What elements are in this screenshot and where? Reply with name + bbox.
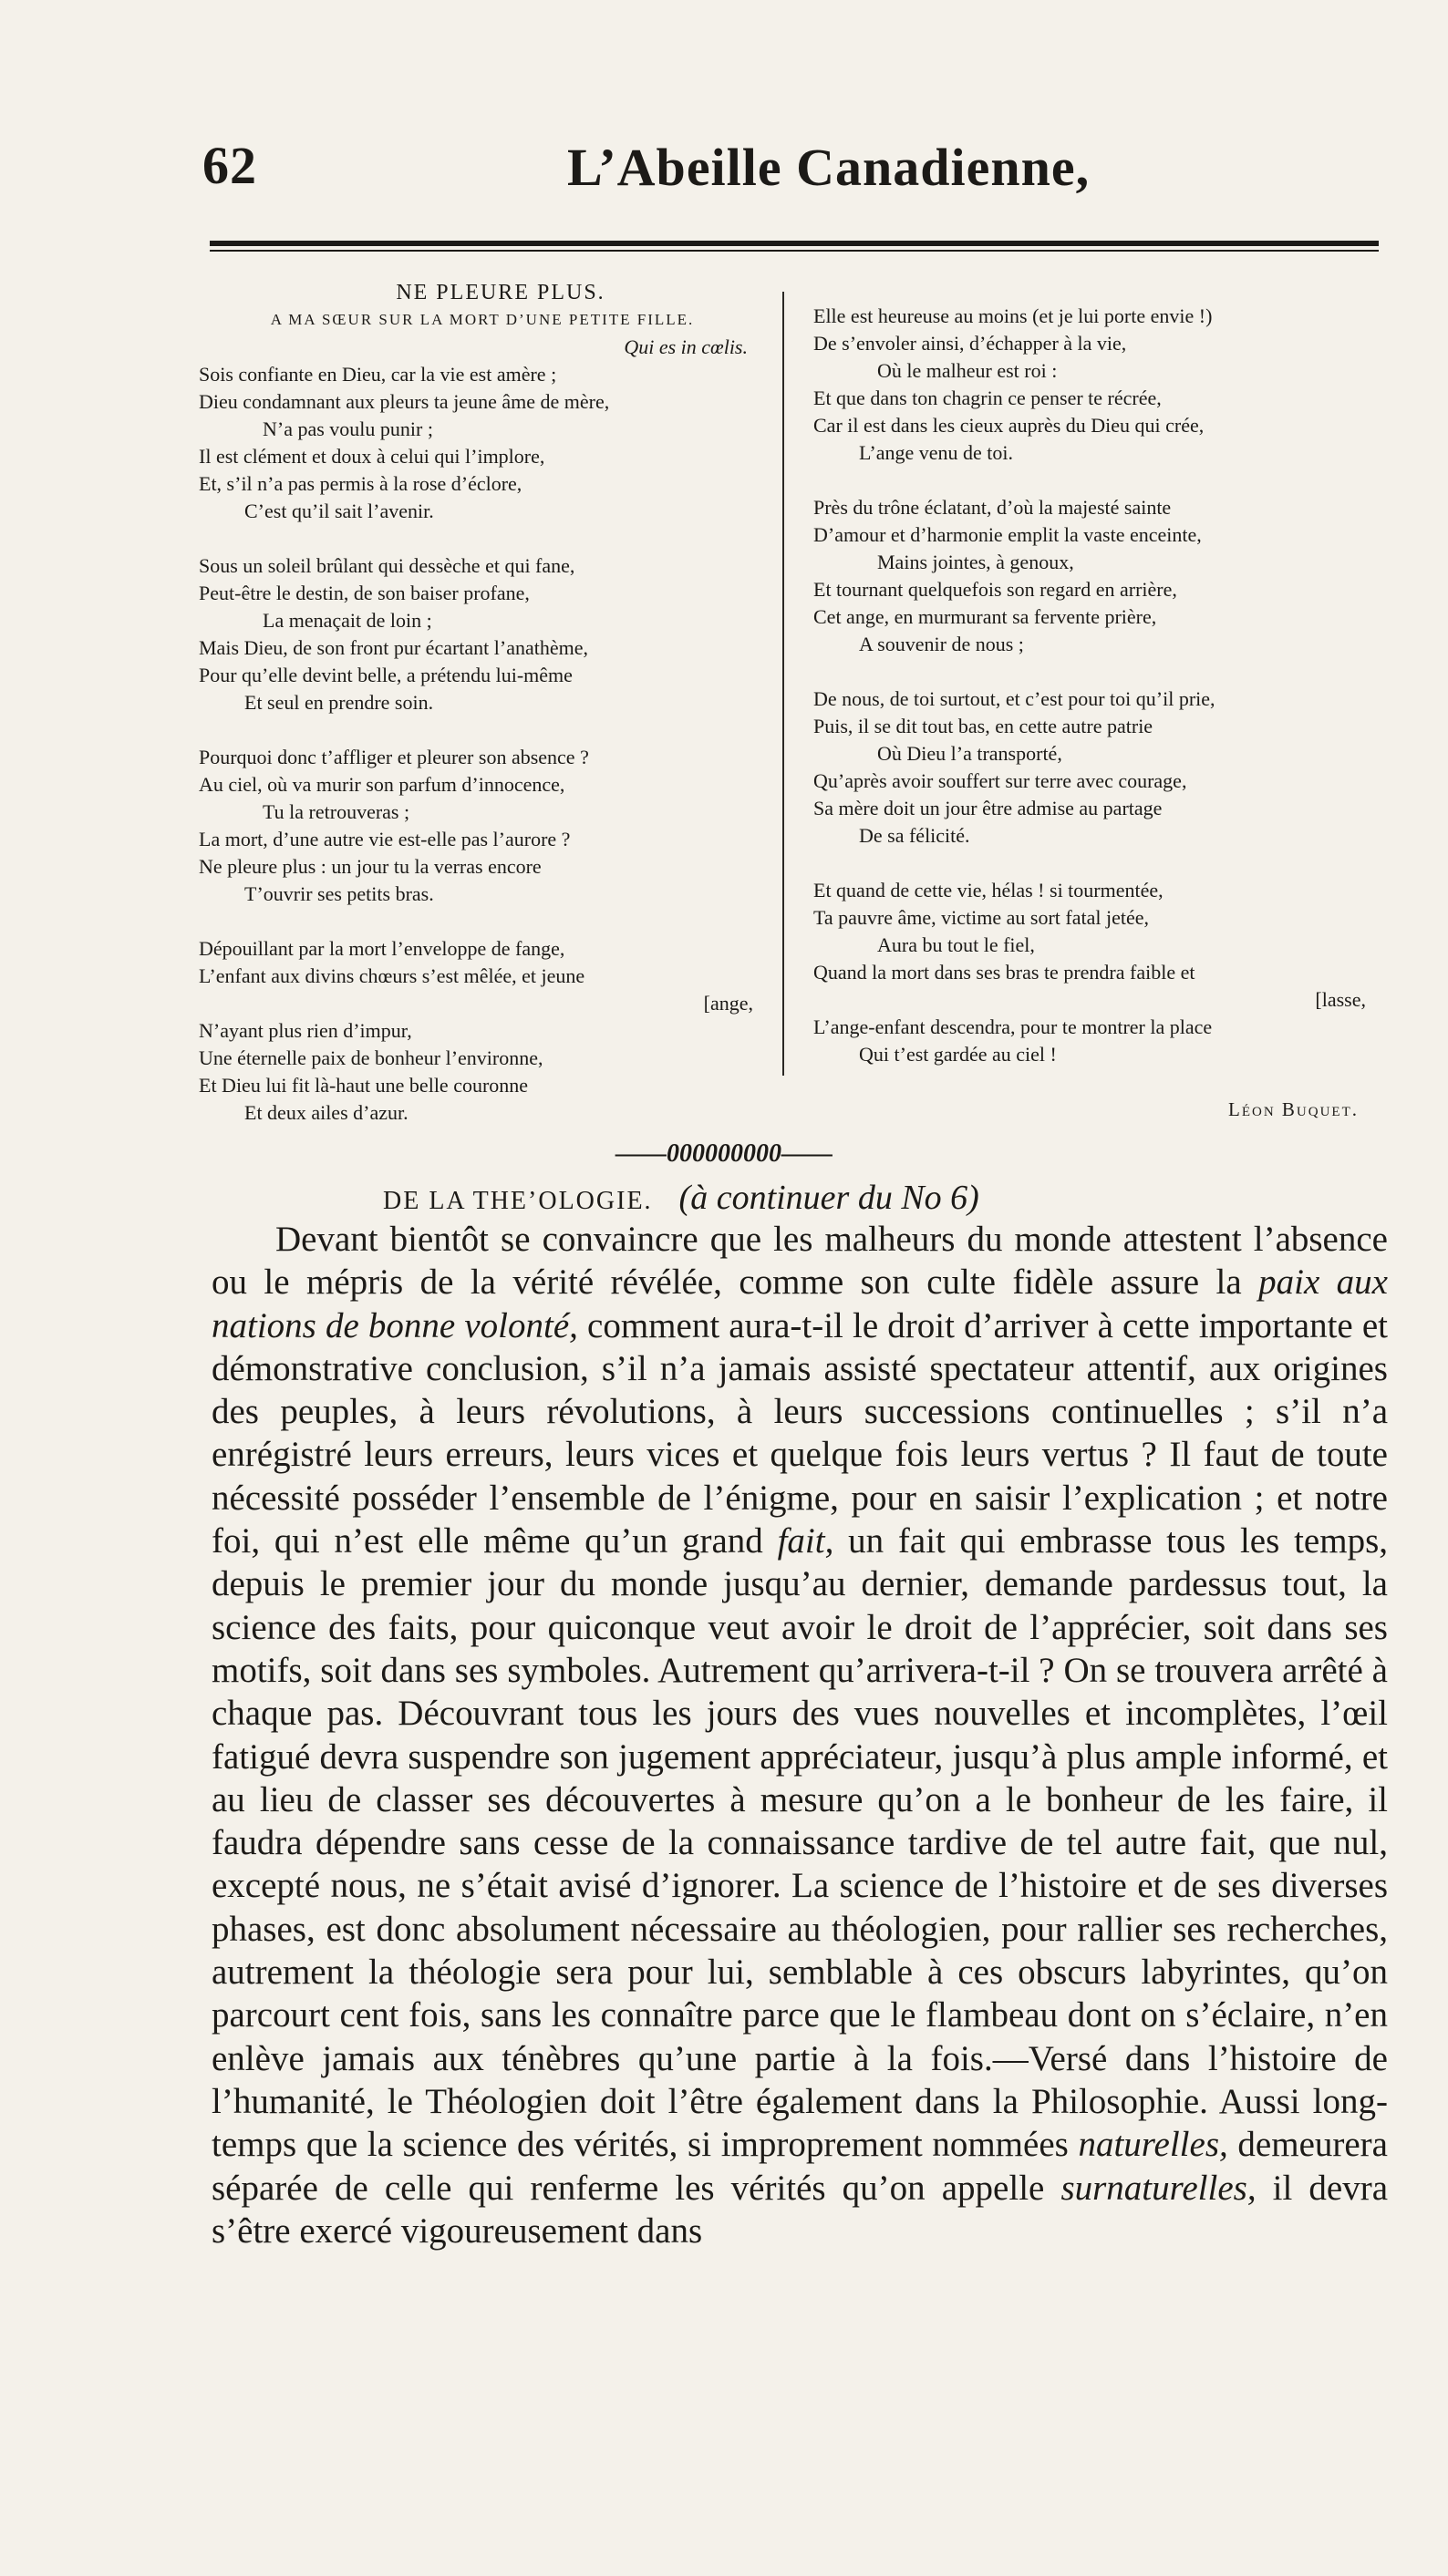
journal-title: L’Abeille Canadienne, [567,138,1091,197]
poem-line: L’enfant aux divins chœurs s’est mêlée, et jeune [199,964,585,987]
poem-line: Et tournant quelquefois son regard en arrière, [813,578,1177,601]
poem-line: Et Dieu lui fit là-haut une belle couronne [199,1074,529,1097]
poem-line: Tu la retrouveras ; [263,800,410,823]
section-continuation: (à continuer du No 6) [678,1179,979,1217]
prose-emphasis: surnaturelles, [1060,2168,1257,2208]
poem-dedication: A MA SŒUR SUR LA MORT D’UNE PETITE FILLE. [270,311,695,328]
poem-line: Et seul en prendre soin. [244,691,434,714]
poem-line: Pourquoi donc t’affliger et pleurer son absence ? [199,746,589,768]
poem-signature: Léon Buquet. [1228,1098,1359,1120]
poem-line: Qui t’est gardée au ciel ! [859,1043,1057,1066]
poem-stanza [199,361,766,525]
poem-stanza [813,877,1379,1068]
poem-left-column [199,279,766,1154]
poem-line: Pour qu’elle devint belle, a prétendu lui-même [199,664,573,686]
poem-line: Sois confiante en Dieu, car la vie est amère ; [199,363,557,386]
prose-emphasis: fait, [777,1521,834,1561]
poem-line: Qu’après avoir souffert sur terre avec courage, [813,769,1187,792]
poem-line: N’a pas voulu punir ; [263,417,433,440]
poem-stanza [199,552,766,716]
poem-right-column [813,303,1379,1123]
poem-line: Au ciel, où va murir son parfum d’innocence, [199,773,565,796]
poem-line: Près du trône éclatant, d’où la majesté sainte [813,496,1172,519]
poem-line: Où Dieu l’a transporté, [877,742,1062,765]
article-body [212,1218,1388,2252]
poem-line: Et quand de cette vie, hélas ! si tourmentée, [813,879,1164,902]
poem-line: La mort, d’une autre vie est-elle pas l’aurore ? [199,828,571,850]
poem-line: Et, s’il n’a pas permis à la rose d’éclore, [199,472,522,495]
poem-line: Cet ange, en murmurant sa fervente prière, [813,605,1157,628]
poem-line: Il est clément et doux à celui qui l’implore, [199,445,545,468]
poem-line: Une éternelle paix de bonheur l’environne, [199,1046,543,1069]
poem-line: Et que dans ton chagrin ce penser te récrée, [813,386,1162,409]
poem-line: Sous un soleil brûlant qui dessèche et qui fane, [199,554,575,577]
poem-stanza [199,744,766,908]
prose-segment: un fait qui embrasse tous les temps, depuis le premier jour du monde jusqu’au dernier, demande pardessus tout, la science des faits, pour quiconque veut avoir le droit de l’apprécier, soit dans ses motifs, soit dans ses symboles. Autrement qu’arrivera-t-il ? On se trouvera arrêté à chaque pas. Découvrant tous les jours des vues nouvelles et incomplètes, l’œil fatigué devra suspendre son jugement appréciateur, jusqu’à plus ample informé, et au lieu de classer ses découvertes à mesure qu’on a le bonheur de les faire, il faudra dépendre sans cesse de la connaissance tardive de tel autre fait, que nul, excepté nous, ne s’était avisé d’ignorer. La science de l’histoire et de ses diverses phases, est donc absolument nécessaire au théologien, pour rallier ses recherches, autrement la théologie sera pour lui, semblable à ces obscurs labyrintes, qu’on parcourt cent fois, sans les connaître parce que le flambeau dont on s’éclaire, n’en enlève jamais aux ténèbres qu’une partie à la fois.—Versé dans l’histoire de l’humanité, le Théologien doit l’être également dans la Philosophie. Aussi long-temps que la science des vérités, si improprement nommées [212,1521,1388,2165]
poem-line: Sa mère doit un jour être admise au partage [813,797,1163,819]
left-stanzas [199,361,766,1127]
article-paragraph [212,1218,1388,2252]
poem-title: NE PLEURE PLUS. [396,281,605,304]
poem-line: De nous, de toi surtout, et c’est pour toi qu’il prie, [813,687,1215,710]
poem-line: D’amour et d’harmonie emplit la vaste enceinte, [813,523,1202,546]
poem-stanza [199,935,766,1127]
poem-line: Dieu condamnant aux pleurs ta jeune âme de mère, [199,390,610,413]
header-rule-thin [210,250,1379,252]
poem-line: Quand la mort dans ses bras te prendra faible et [813,961,1195,984]
poem-stanza [813,494,1379,658]
poem-line: De s’envoler ainsi, d’échapper à la vie, [813,332,1127,355]
poem-line: C’est qu’il sait l’avenir. [244,500,434,522]
prose-emphasis: paix aux nations de bonne volonté, [212,1262,1388,1345]
section-heading [383,1178,1204,1218]
poem-line: Mais Dieu, de son front pur écartant l’anathème, [199,636,589,659]
poem-line: Elle est heureuse au moins (et je lui porte envie !) [813,304,1213,327]
right-stanzas [813,303,1379,1068]
poem-line: [lasse, [1315,988,1366,1011]
poem-line: La menaçait de loin ; [263,609,432,632]
column-divider [782,292,784,1076]
prose-emphasis: naturelles, [1078,2125,1228,2165]
page-header [202,135,1379,208]
poem-epigraph: Qui es in cœlis. [624,335,748,358]
poem-line: Mains jointes, à genoux, [877,551,1074,573]
prose-segment: Devant bientôt se convaincre que les malheurs du monde attestent l’absence ou le mépris de la vérité révélée, comme son culte fidèle assure la [212,1220,1388,1303]
poem-line: Et deux ailes d’azur. [244,1101,409,1124]
poem-line: Car il est dans les cieux auprès du Dieu qui crée, [813,414,1205,437]
prose-segment: comment aura-t-il le droit d’arriver à cette importante et démonstrative conclusion, s’il n’a jamais assisté spectateur attentif, aux origines des peuples, à leurs révolutions, à leurs successions continuelles ; s’il n’a enrégistré leurs erreurs, leurs vices et quelque fois leurs vertus ? Il faut de toute nécessité posséder l’ensemble de l’énigme, pour en saisir l’explication ; et notre foi, qui n’est elle même qu’un grand [212,1305,1388,1561]
poem-stanza [813,685,1379,850]
prose-segment: il devra s’être exercé vigoureusement dans [212,2168,1389,2251]
poem-line: T’ouvrir ses petits bras. [244,882,434,905]
poem-line: [ange, [703,992,753,1015]
page-number: 62 [202,136,257,195]
poem-line: Puis, il se dit tout bas, en cette autre patrie [813,715,1153,737]
header-rule-thick [210,241,1379,246]
section-title: DE LA THE’OLOGIE. [383,1187,653,1215]
poem-line: Ne pleure plus : un jour tu la verras encore [199,855,542,878]
prose-segment: demeurera séparée de celle qui renferme les vérités qu’on appelle [212,2125,1388,2208]
poem-line: Dépouillant par la mort l’enveloppe de fange, [199,937,565,960]
section-separator: ——000000000—— [615,1139,833,1168]
poem-line: A souvenir de nous ; [859,633,1024,655]
poem-line: L’ange-enfant descendra, pour te montrer la place [813,1015,1213,1038]
poem-line: De sa félicité. [859,824,970,847]
poem-stanza [813,303,1379,467]
poem-line: N’ayant plus rien d’impur, [199,1019,412,1042]
poem-line: Ta pauvre âme, victime au sort fatal jetée, [813,906,1150,929]
poem-line: L’ange venu de toi. [859,441,1014,464]
poem-line: Où le malheur est roi : [877,359,1058,382]
poem-line: Peut-être le destin, de son baiser profane, [199,582,530,604]
poem-line: Aura bu tout le fiel, [877,933,1035,956]
